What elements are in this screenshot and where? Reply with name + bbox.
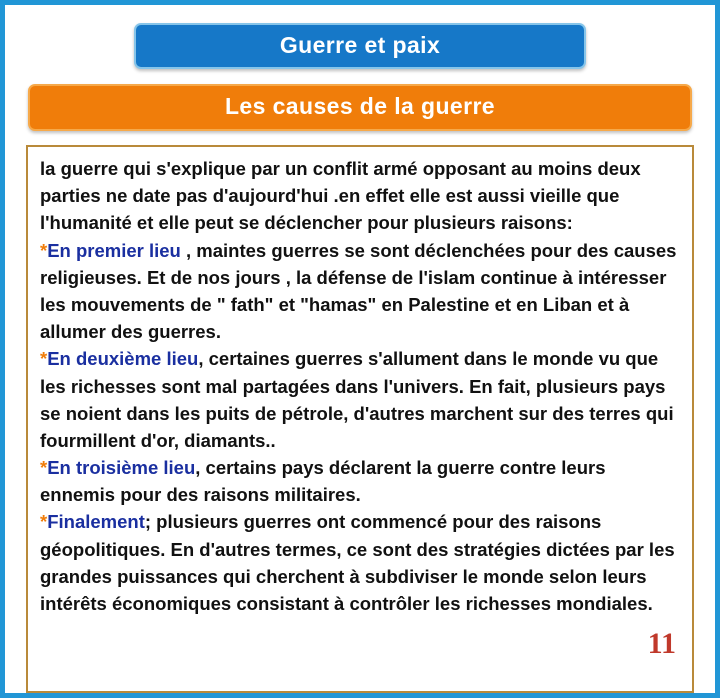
paragraph-text: , maintes guerres se sont déclenchées pour des causes religieuses. Et de nos jours , la défense de l'islam continue à intéresser les mouvements de " fath" et "hamas" en Palestine et en Liban et à allumer des guerres.	[40, 239, 677, 343]
paragraph-third-cause	[40, 454, 682, 508]
document-title-banner	[134, 23, 586, 69]
paragraph-lead: En premier lieu	[47, 239, 186, 261]
paragraph-marker: *	[40, 348, 48, 370]
page-title: Guerre et paix	[279, 32, 441, 58]
paragraph-text: ; plusieurs guerres ont commencé pour des raisons géopolitiques. En d'autres termes, ce sont des stratégies dictées par les grandes puissances qui cherchent à subdiviser le monde selon leurs intérêts économiques consistant à contrôler les richesses mondiales.	[40, 511, 675, 614]
paragraph-text: la guerre qui s'explique par un conflit armé opposant au moins deux parties ne date pas d'aujourd'hui .en effet elle est aussi vieille que l'humanité et elle peut se déclencher pour plusieurs raisons:	[40, 158, 641, 234]
paragraph-lead: En deuxième lieu	[47, 348, 199, 370]
paragraph-second-cause	[40, 345, 682, 454]
page-number: 11	[647, 627, 676, 660]
paragraph-first-cause	[40, 237, 682, 346]
paragraph-marker: *	[40, 239, 48, 261]
document-subtitle-banner	[28, 84, 692, 131]
document-text-box	[26, 145, 694, 693]
page-subtitle: Les causes de la guerre	[224, 93, 495, 119]
paragraph-text: , certaines guerres s'allument dans le monde vu que les richesses sont mal partagées dans l'univers. En fait, plusieurs pays se noient dans les puits de pétrole, d'autres marchent sur des terres qui fourmillent d'or, diamants..	[40, 348, 674, 451]
paragraph-text: , certains pays déclarent la guerre contre leurs ennemis pour des raisons militaires.	[40, 457, 606, 506]
paragraph-lead: Finalement	[47, 511, 145, 533]
paragraph-conclusion	[40, 508, 682, 617]
paragraph-marker: *	[40, 511, 48, 533]
paragraph-intro	[40, 155, 682, 237]
paragraph-marker: *	[40, 457, 48, 479]
paragraph-lead: En troisième lieu	[47, 457, 196, 479]
